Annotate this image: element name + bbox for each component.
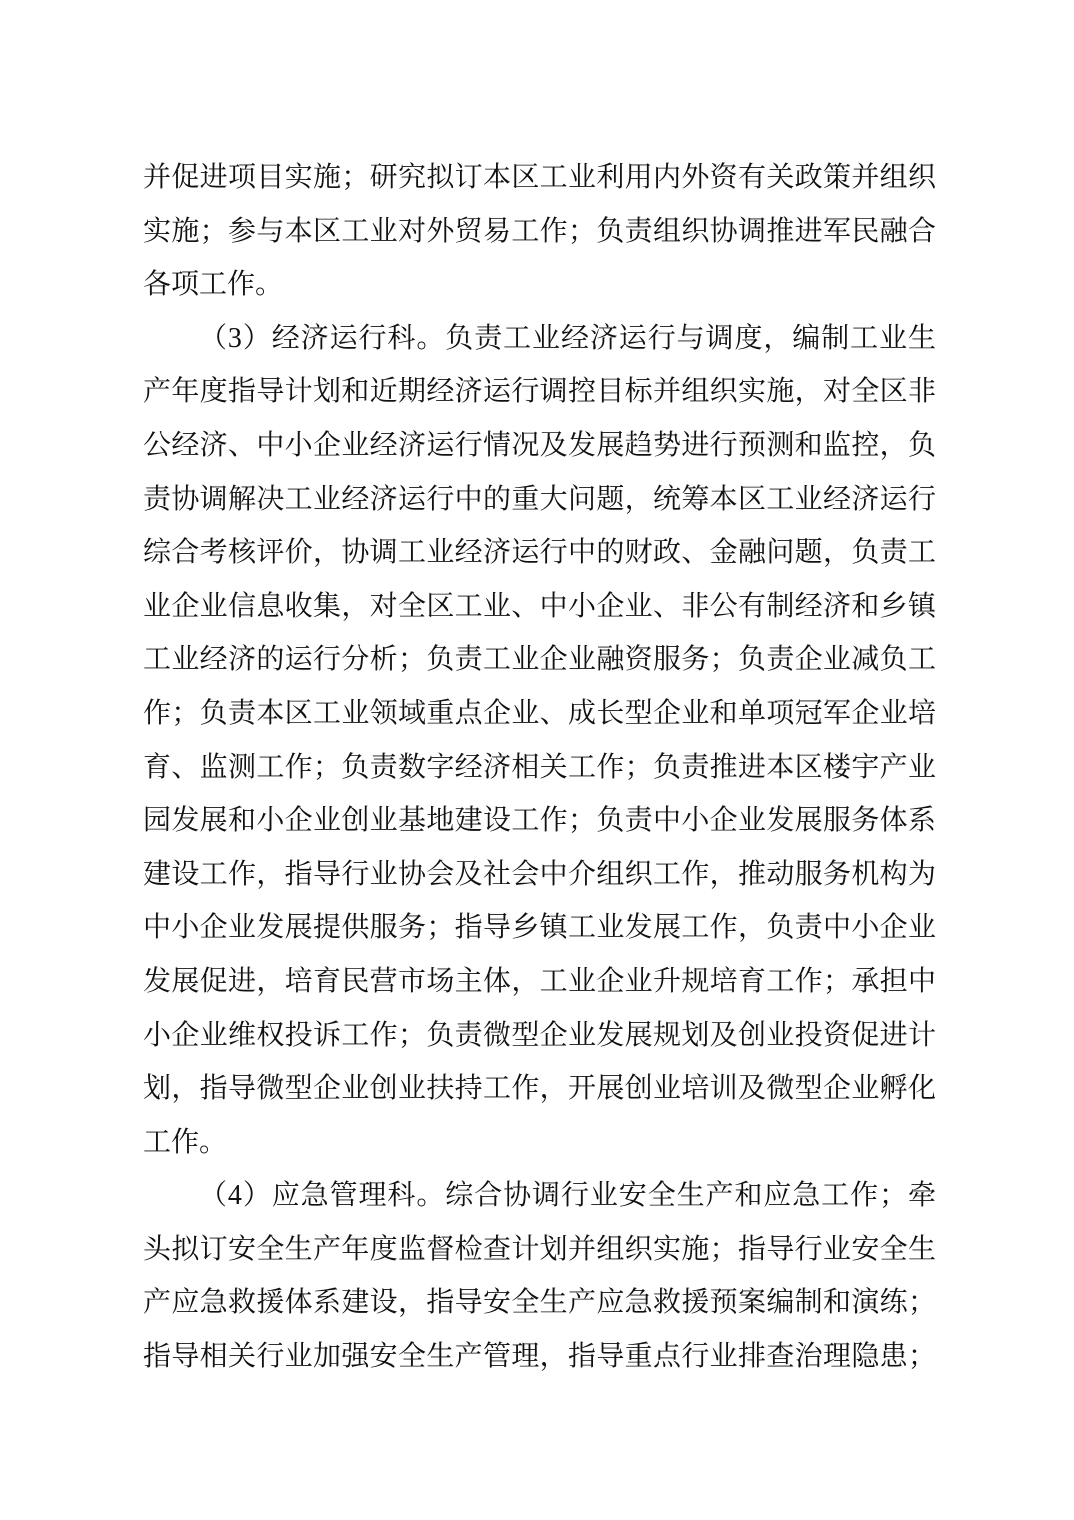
- text-line: 各项工作。: [143, 269, 284, 301]
- text-line: 实施；参与本区工业对外贸易工作；负责组织协调推进军民融合: [143, 215, 936, 247]
- text-line: 划，指导微型企业创业扶持工作，开展创业培训及微型企业孵化: [143, 1073, 936, 1105]
- text-line: 指导相关行业加强安全生产管理，指导重点行业排查治理隐患；: [143, 1341, 936, 1373]
- document-body: [143, 151, 936, 1384]
- text-line: 作；负责本区工业领域重点企业、成长型企业和单项冠军企业培: [143, 697, 936, 729]
- text-line: 综合考核评价，协调工业经济运行中的财政、金融问题，负责工: [143, 537, 936, 569]
- text-line: （4）应急管理科。综合协调行业安全生产和应急工作；牵: [199, 1180, 936, 1212]
- text-line: 建设工作，指导行业协会及社会中介组织工作，推动服务机构为: [143, 858, 936, 890]
- text-line: 并促进项目实施；研究拟订本区工业利用内外资有关政策并组织: [143, 162, 936, 193]
- text-line: 产应急救援体系建设，指导安全生产应急救援预案编制和演练；: [143, 1287, 936, 1319]
- text-line: 工业经济的运行分析；负责工业企业融资服务；负责企业减负工: [143, 644, 936, 676]
- text-line: 小企业维权投诉工作；负责微型企业发展规划及创业投资促进计: [143, 1019, 936, 1051]
- text-line: 产年度指导计划和近期经济运行调控目标并组织实施，对全区非: [143, 376, 936, 408]
- text-line: 业企业信息收集，对全区工业、中小企业、非公有制经济和乡镇: [143, 590, 936, 622]
- text-line: 园发展和小企业创业基地建设工作；负责中小企业发展服务体系: [143, 805, 936, 837]
- paragraph-item-3-economic-operation-section: [143, 312, 936, 1170]
- text-line: 育、监测工作；负责数字经济相关工作；负责推进本区楼宇产业: [143, 751, 936, 783]
- text-line: （3）经济运行科。负责工业经济运行与调度，编制工业生: [199, 322, 936, 354]
- text-line: 发展促进，培育民营市场主体，工业企业升规培育工作；承担中: [143, 965, 936, 997]
- document-page: [143, 151, 936, 1384]
- text-line: 工作。: [143, 1126, 228, 1158]
- text-line: 头拟订安全生产年度监督检查计划并组织实施；指导行业安全生: [143, 1233, 936, 1265]
- text-line: 责协调解决工业经济运行中的重大问题，统筹本区工业经济运行: [143, 483, 936, 515]
- paragraph-continuation: [143, 151, 936, 312]
- paragraph-item-4-emergency-management-section: [143, 1169, 936, 1383]
- text-line: 公经济、中小企业经济运行情况及发展趋势进行预测和监控，负: [143, 429, 936, 461]
- text-line: 中小企业发展提供服务；指导乡镇工业发展工作，负责中小企业: [143, 912, 936, 944]
